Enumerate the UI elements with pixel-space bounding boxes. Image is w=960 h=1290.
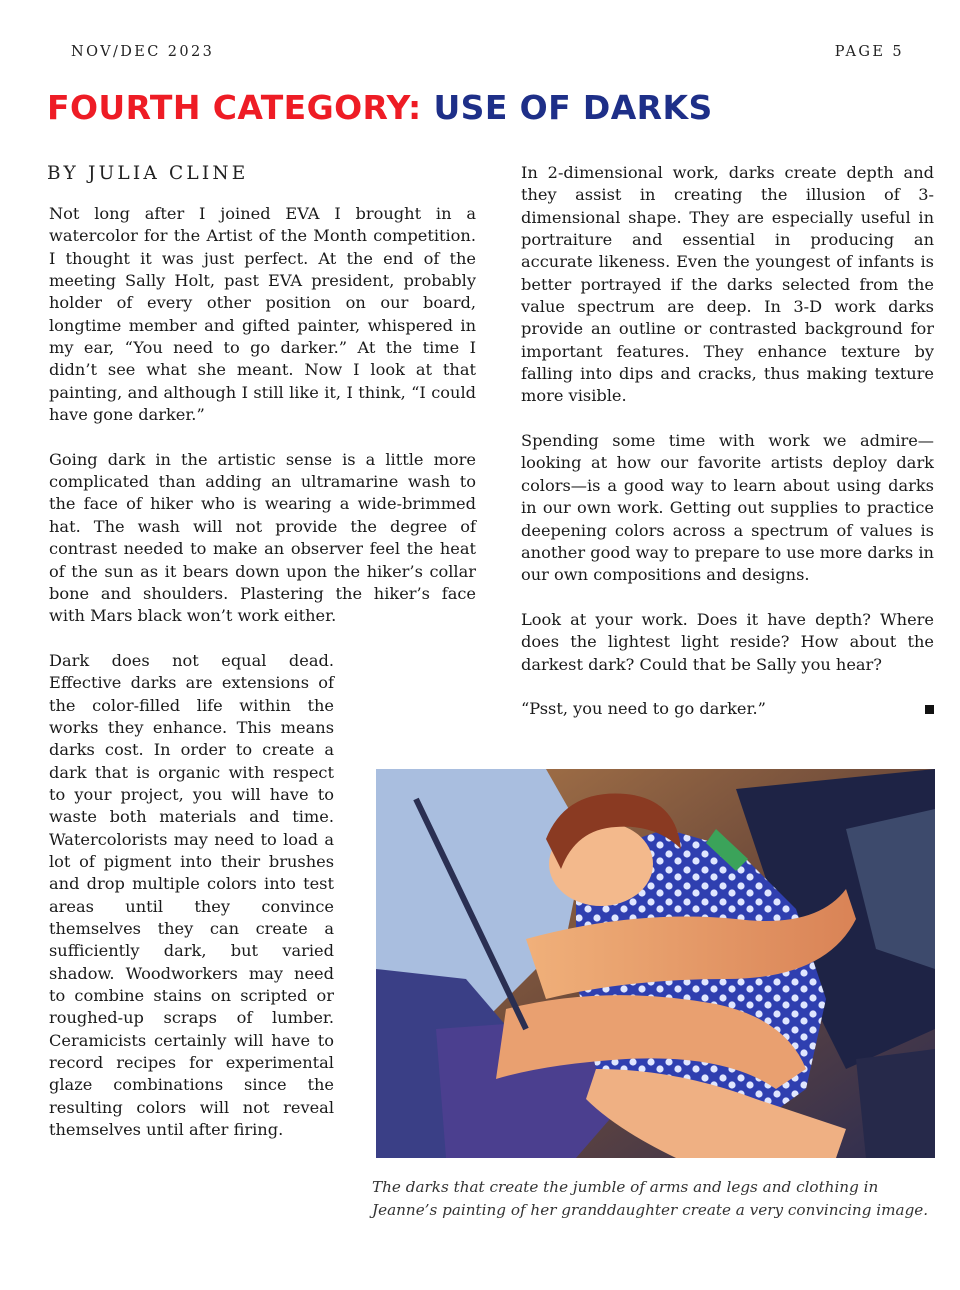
paragraph: Not long after I joined EVA I brought in a watercolor for the Artist of the Month competition. I thought it was just perfect. At the end of the meeting Sally Holt, past EVA president, probably holder of every other position on our board, longtime member and gifted painter, whispered in my ear, “You need to go darker.” At the time I didn’t see what she meant. Now I look at that painting, and although I still like it, I think, “I could have gone darker.” [49, 204, 476, 425]
title-topic: USE OF DARKS [433, 88, 713, 127]
paragraph: Spending some time with work we admire—looking at how our favorite artists deploy dark colors—is a good way to learn about using darks in our own work. Getting out supplies to practice deepening colors across a spectrum of values is another good way to prepare to use more darks in our own compositions and designs. [521, 431, 934, 585]
paragraph: Dark does not equal dead. Effective darks are extensions of the color-filled life within the works they enhance. This means darks cost. In order to create a dark that is organic with respect to your project, you will have to waste both materials and time. Watercolorists may need to load a lot of pigment into their brushes and drop multiple colors into test areas until they convince themselves they can create a sufficiently dark, but varied shadow. Woodworkers may need to combine stains on scripted or roughed-up scraps of lumber. Ceramicists certainly will have to record recipes for experimental glaze combinations since the resulting colors will not reveal themselves until after firing. [49, 650, 334, 1140]
right-column [521, 162, 934, 743]
issue-date: NOV/DEC 2023 [71, 44, 215, 60]
paragraph: Look at your work. Does it have depth? Where does the lightest light reside? How about the darkest dark? Could that be Sally you hear? [521, 609, 934, 674]
page-number: PAGE 5 [834, 44, 904, 60]
article-title [47, 88, 713, 127]
end-of-article-mark [925, 705, 934, 714]
byline: BY JULIA CLINE [47, 163, 249, 184]
image-caption: The darks that create the jumble of arms and legs and clothing in Jeanne’s painting of her granddaughter create a very convincing image. [372, 1178, 929, 1219]
paragraph: In 2-dimensional work, darks create depth and they assist in creating the illusion of 3-dimensional shape. They are especially useful in portraiture and essential in producing an accurate likeness. Even the youngest of infants is better portrayed if the darks selected from the value spectrum are deep. In 3-D work darks provide an outline or contrasted background for important features. They enhance texture by falling into dips and cracks, thus making texture more visible. [521, 163, 934, 406]
wrap-spacer [334, 650, 476, 690]
paragraph: Going dark in the artistic sense is a little more complicated than adding an ultramarine wash to the face of hiker who is wearing a wide-brimmed hat. The wash will not provide the degree of contrast needed to make an observer feel the heat of the sun as it bears down upon the hiker’s collar bone and shoulders. Plastering the hiker’s face with Mars black won’t work either. [49, 449, 476, 626]
title-category: FOURTH CATEGORY: [47, 88, 422, 127]
watercolor-painting-illustration [376, 769, 935, 1158]
painting-image [376, 769, 935, 1158]
closing-line [521, 698, 934, 720]
closing-quote: “Psst, you need to go darker.” [521, 699, 766, 719]
